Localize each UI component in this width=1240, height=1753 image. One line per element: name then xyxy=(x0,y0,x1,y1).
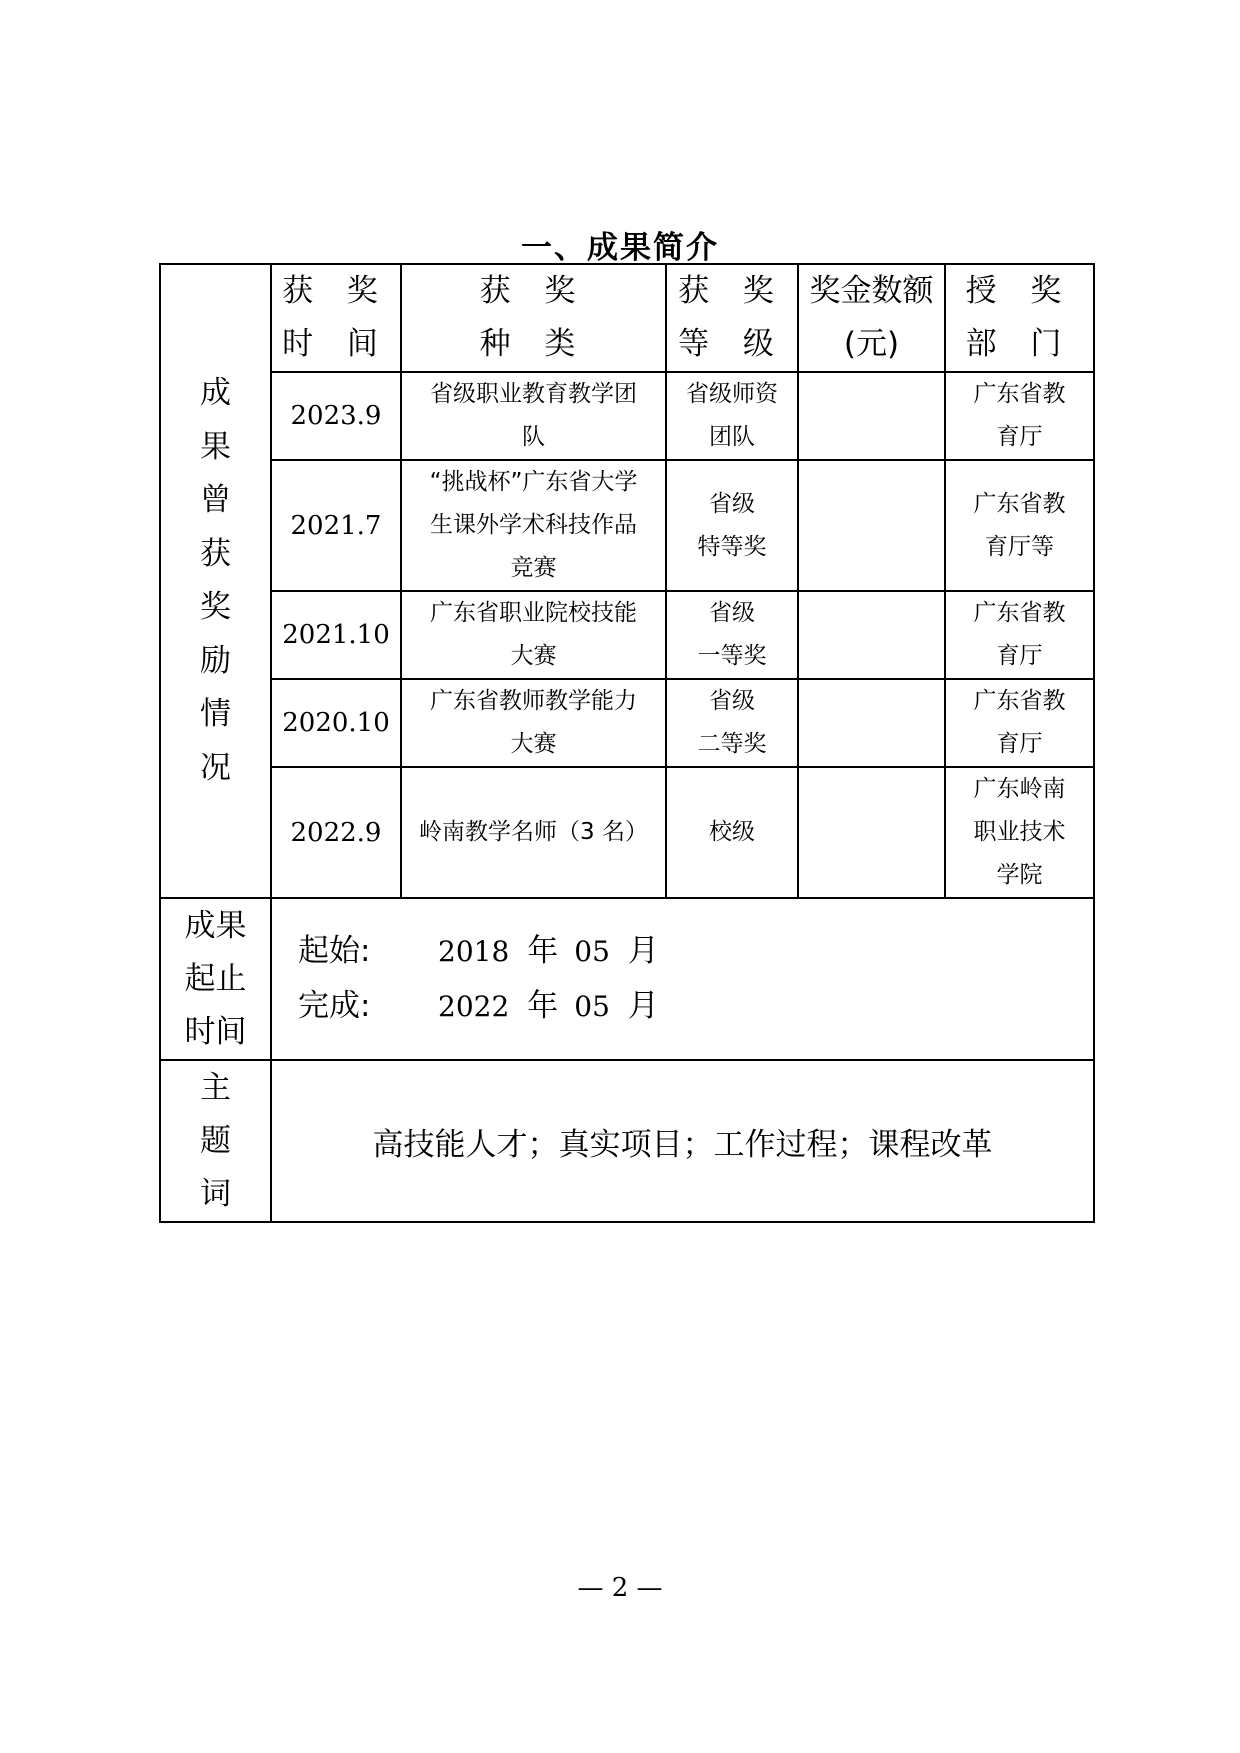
start-month: 05 xyxy=(574,935,610,968)
keywords-text: 高技能人才；真实项目；工作过程；课程改革 xyxy=(271,1060,1094,1222)
period-content xyxy=(271,898,1094,1060)
award-time: 2023.9 xyxy=(271,372,401,460)
award-amount xyxy=(798,591,945,679)
period-row xyxy=(160,898,1094,1060)
award-dept: 广东岭南 职业技术 学院 xyxy=(945,767,1094,898)
header-award-time: 获 奖 时 间 xyxy=(271,264,401,372)
award-row xyxy=(160,372,1094,460)
award-amount xyxy=(798,372,945,460)
header-award-type: 获 奖 种 类 xyxy=(401,264,666,372)
award-type: “挑战杯”广东省大学 生课外学术科技作品 竞赛 xyxy=(401,460,666,591)
award-dept: 广东省教 育厅 xyxy=(945,591,1094,679)
award-amount xyxy=(798,679,945,767)
achievement-table xyxy=(159,263,1095,1223)
start-year: 2018 xyxy=(438,935,510,968)
award-row xyxy=(160,460,1094,591)
awards-side-label: 成 果 曾 获 奖 励 情 况 xyxy=(160,264,271,898)
end-month: 05 xyxy=(574,990,610,1023)
award-level: 省级 特等奖 xyxy=(666,460,798,591)
period-end: 完成: 2022 年 05 月 xyxy=(298,988,659,1024)
award-level: 省级师资 团队 xyxy=(666,372,798,460)
award-type: 广东省教师教学能力 大赛 xyxy=(401,679,666,767)
award-level: 省级 一等奖 xyxy=(666,591,798,679)
award-amount xyxy=(798,767,945,898)
award-dept: 广东省教 育厅 xyxy=(945,679,1094,767)
keywords-label: 主 题 词 xyxy=(160,1060,271,1222)
award-level: 校级 xyxy=(666,767,798,898)
header-award-amount: 奖金数额 (元) xyxy=(798,264,945,372)
end-year: 2022 xyxy=(438,990,510,1023)
award-time: 2021.7 xyxy=(271,460,401,591)
keywords-row xyxy=(160,1060,1094,1222)
award-level: 省级 二等奖 xyxy=(666,679,798,767)
award-row xyxy=(160,767,1094,898)
award-type: 广东省职业院校技能 大赛 xyxy=(401,591,666,679)
header-award-level: 获 奖 等 级 xyxy=(666,264,798,372)
award-time: 2021.10 xyxy=(271,591,401,679)
header-row xyxy=(160,264,1094,372)
award-time: 2020.10 xyxy=(271,679,401,767)
award-row xyxy=(160,679,1094,767)
award-time: 2022.9 xyxy=(271,767,401,898)
award-dept: 广东省教 育厅 xyxy=(945,372,1094,460)
page-number: — 2 — xyxy=(577,1573,663,1603)
award-amount xyxy=(798,460,945,591)
award-dept: 广东省教 育厅等 xyxy=(945,460,1094,591)
award-row xyxy=(160,591,1094,679)
award-type: 岭南教学名师（3 名） xyxy=(401,767,666,898)
period-start: 起始: 2018 年 05 月 xyxy=(298,933,659,969)
section-title: 一、成果简介 xyxy=(521,230,719,266)
header-award-dept: 授 奖 部 门 xyxy=(945,264,1094,372)
period-label: 成果 起止 时间 xyxy=(160,898,271,1060)
award-type: 省级职业教育教学团 队 xyxy=(401,372,666,460)
